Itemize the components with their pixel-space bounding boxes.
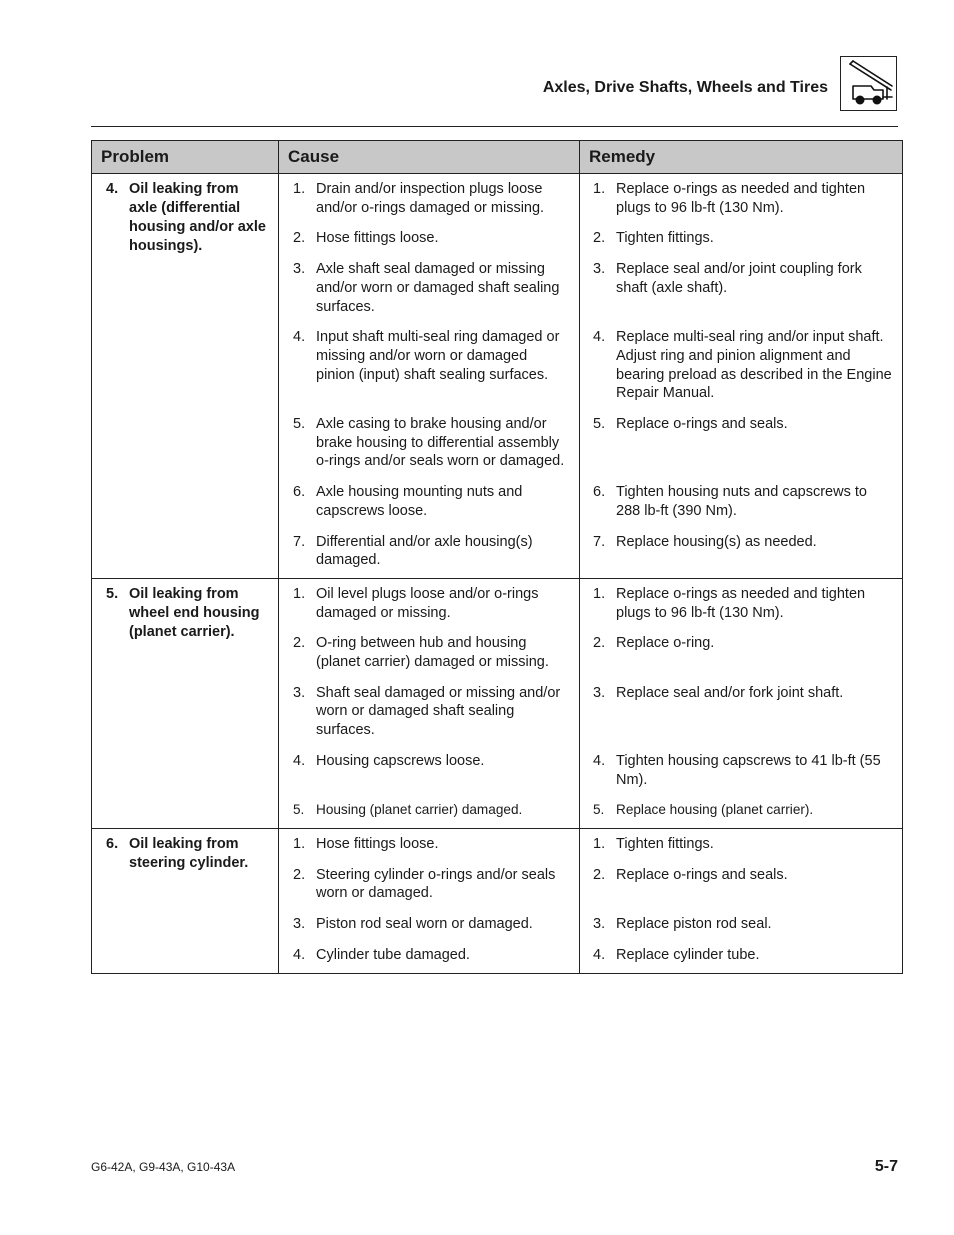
section-title: Axles, Drive Shafts, Wheels and Tires	[542, 79, 828, 96]
remedy-item	[579, 752, 902, 789]
cause-text: Shaft seal damaged or missing and/or worn or damaged shaft sealing surfaces.	[316, 684, 561, 739]
cause-remedy-cell	[279, 578, 903, 828]
cause-item	[279, 483, 579, 520]
cause-number: 4.	[293, 329, 306, 346]
remedy-number: 1.	[593, 585, 606, 602]
remedy-text: Tighten fittings.	[616, 230, 714, 247]
problem-text: Oil leaking from steering cylinder.	[129, 835, 249, 871]
cause-number: 3.	[293, 684, 306, 701]
remedy-number: 2.	[593, 866, 606, 883]
remedy-number: 4.	[593, 946, 606, 963]
cause-number: 2.	[293, 230, 306, 247]
column-header-cause: Cause	[279, 141, 580, 174]
remedy-text: Replace o-rings as needed and tighten plugs to 96 lb-ft (130 Nm).	[616, 585, 866, 621]
cause-text: Hose fittings loose.	[316, 230, 439, 247]
cause-number: 2.	[293, 635, 306, 652]
problem-description	[106, 180, 270, 256]
remedy-item	[579, 483, 902, 520]
problem-number: 5.	[106, 585, 119, 602]
remedy-item	[579, 180, 902, 217]
remedy-text: Replace multi-seal ring and/or input shaft. Adjust ring and pinion alignment and bearing preload as described in the Engine Repair Manual.	[616, 329, 892, 402]
remedy-text: Replace housing(s) as needed.	[616, 533, 817, 550]
cause-text: Housing capscrews loose.	[316, 752, 485, 769]
cause-item	[279, 634, 579, 671]
cause-text: Input shaft multi-seal ring damaged or missing and/or worn or damaged pinion (input) shaft sealing surfaces.	[316, 329, 560, 383]
remedy-number: 3.	[593, 684, 606, 701]
cause-text: Axle shaft seal damaged or missing and/or worn or damaged shaft sealing surfaces.	[316, 261, 560, 315]
remedy-text: Tighten housing nuts and capscrews to 288 lb-ft (390 Nm).	[616, 484, 867, 519]
cause-text: Steering cylinder o-rings and/or seals worn or damaged.	[316, 866, 556, 902]
remedy-number: 5.	[593, 416, 606, 433]
remedy-number: 3.	[593, 916, 606, 933]
remedy-item	[579, 328, 902, 403]
cause-number: 6.	[293, 484, 306, 501]
table-row	[92, 828, 903, 973]
problem-description	[106, 585, 270, 642]
cause-item	[279, 260, 579, 316]
cause-text: Axle housing mounting nuts and capscrews loose.	[316, 484, 523, 519]
troubleshooting-table	[91, 140, 903, 974]
column-header-problem: Problem	[92, 141, 279, 174]
cause-item	[279, 866, 579, 903]
cause-item	[279, 915, 579, 934]
remedy-text: Replace seal and/or fork joint shaft.	[616, 684, 844, 701]
remedy-number: 7.	[593, 533, 606, 550]
remedy-item	[579, 835, 902, 854]
cause-item	[279, 415, 579, 471]
cause-number: 7.	[293, 533, 306, 550]
remedy-item	[579, 260, 902, 316]
remedy-text: Tighten housing capscrews to 41 lb-ft (55 Nm).	[616, 752, 881, 788]
table-row	[92, 578, 903, 828]
cause-number: 1.	[293, 835, 306, 852]
table-header-row	[92, 141, 903, 174]
cause-item	[279, 835, 579, 854]
remedy-number: 1.	[593, 835, 606, 852]
cause-text: Axle casing to brake housing and/or brake housing to differential assembly o-rings and/or seals worn or damaged.	[316, 416, 565, 470]
remedy-text: Replace piston rod seal.	[616, 916, 772, 933]
remedy-text: Replace housing (planet carrier).	[616, 802, 814, 818]
cause-item	[279, 801, 579, 820]
problem-cell	[92, 578, 279, 828]
remedy-text: Replace o-ring.	[616, 635, 715, 652]
cause-text: Piston rod seal worn or damaged.	[316, 916, 533, 933]
remedy-item	[579, 585, 902, 622]
remedy-item	[579, 533, 902, 570]
remedy-number: 4.	[593, 752, 606, 769]
remedy-number: 2.	[593, 230, 606, 247]
remedy-number: 3.	[593, 261, 606, 278]
cause-text: O-ring between hub and housing (planet carrier) damaged or missing.	[316, 635, 549, 671]
column-header-remedy: Remedy	[580, 141, 903, 174]
remedy-number: 2.	[593, 635, 606, 652]
cause-number: 4.	[293, 752, 306, 769]
cause-item	[279, 180, 579, 217]
cause-number: 1.	[293, 181, 306, 197]
problem-cell	[92, 828, 279, 973]
cause-text: Drain and/or inspection plugs loose and/or o-rings damaged or missing.	[316, 181, 545, 216]
remedy-text: Replace o-rings and seals.	[616, 866, 788, 883]
remedy-item	[579, 415, 902, 471]
problem-text: Oil leaking from wheel end housing (planet carrier).	[129, 585, 260, 640]
remedy-item	[579, 801, 902, 820]
cause-remedy-cell	[279, 174, 903, 579]
problem-description	[106, 835, 270, 873]
cause-remedy-cell	[279, 828, 903, 973]
remedy-number: 6.	[593, 484, 606, 501]
remedy-text: Replace o-rings as needed and tighten plugs to 96 lb-ft (130 Nm).	[616, 181, 866, 216]
cause-item	[279, 684, 579, 740]
cause-text: Hose fittings loose.	[316, 835, 439, 852]
header-rule	[91, 126, 898, 127]
cause-text: Differential and/or axle housing(s) damaged.	[316, 533, 533, 569]
remedy-item	[579, 915, 902, 934]
problem-number: 4.	[106, 181, 119, 197]
cause-number: 3.	[293, 916, 306, 933]
remedy-number: 4.	[593, 329, 606, 346]
cause-item	[279, 328, 579, 403]
cause-number: 1.	[293, 585, 306, 602]
remedy-item	[579, 229, 902, 248]
cause-remedy-list	[279, 174, 902, 578]
cause-item	[279, 229, 579, 248]
cause-text: Oil level plugs loose and/or o-rings damaged or missing.	[316, 585, 539, 621]
cause-number: 2.	[293, 866, 306, 883]
cause-number: 5.	[293, 416, 306, 433]
remedy-item	[579, 946, 902, 965]
forklift-icon	[840, 56, 897, 111]
cause-number: 5.	[293, 802, 305, 818]
cause-text: Cylinder tube damaged.	[316, 946, 470, 963]
cause-item	[279, 533, 579, 570]
problem-text: Oil leaking from axle (differential housing and/or axle housings).	[129, 181, 266, 254]
remedy-number: 1.	[593, 181, 606, 197]
table-row	[92, 174, 903, 579]
cause-item	[279, 585, 579, 622]
problem-cell	[92, 174, 279, 579]
remedy-item	[579, 866, 902, 903]
cause-remedy-list	[279, 829, 902, 973]
cause-text: Housing (planet carrier) damaged.	[316, 802, 523, 818]
cause-item	[279, 752, 579, 789]
cause-number: 4.	[293, 946, 306, 963]
remedy-text: Replace cylinder tube.	[616, 946, 760, 963]
remedy-text: Tighten fittings.	[616, 835, 714, 852]
cause-number: 3.	[293, 261, 306, 278]
page-number: 5-7	[874, 1158, 898, 1175]
footer-models: G6-42A, G9-43A, G10-43A	[91, 1160, 236, 1174]
problem-number: 6.	[106, 835, 119, 852]
remedy-text: Replace o-rings and seals.	[616, 416, 788, 433]
remedy-item	[579, 684, 902, 740]
remedy-item	[579, 634, 902, 671]
remedy-number: 5.	[593, 802, 605, 818]
cause-item	[279, 946, 579, 965]
remedy-text: Replace seal and/or joint coupling fork shaft (axle shaft).	[616, 261, 862, 296]
cause-remedy-list	[279, 579, 902, 828]
